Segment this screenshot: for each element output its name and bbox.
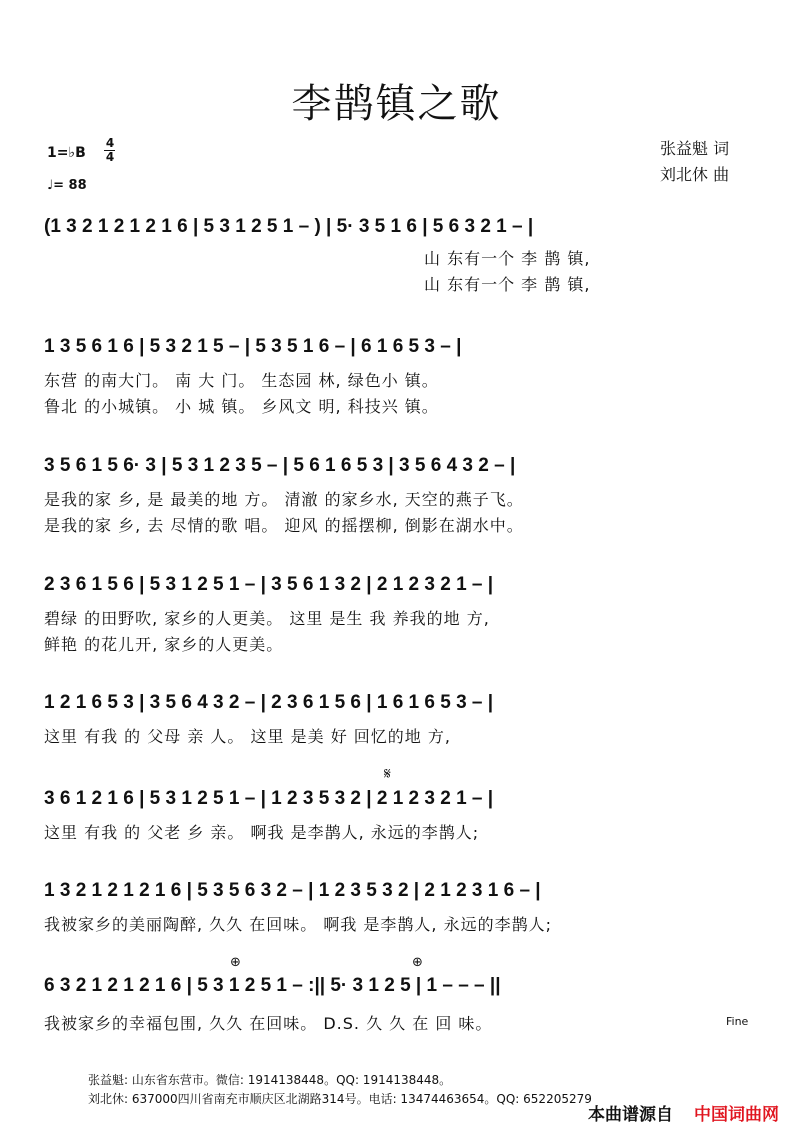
score-row-8 xyxy=(0,955,793,1035)
lyric-row-4-verse-1: 碧绿 的田野吹, 家乡的人更美。 这里 是生 我 养我的地 方, xyxy=(44,609,490,628)
tempo-mark: ♩= 88 xyxy=(47,178,87,193)
score-row-5 xyxy=(0,692,793,752)
key-signature: 1=♭B xyxy=(47,145,86,161)
score-row-6 xyxy=(0,764,793,848)
notation-row-4: 2 3 6 1 5 6 | 5 3 1 2 5 1 – | 3 5 6 1 3 2 | 2 1 2 3 2 1 – | xyxy=(44,574,494,595)
time-bottom: 4 xyxy=(105,150,115,164)
site-brand-link[interactable]: 中国词曲网 xyxy=(694,1105,779,1125)
score-row-4 xyxy=(0,574,793,654)
footer-contact-composer: 刘北休: 637000四川省南充市顺庆区北湖路314号。电话: 13474463654。QQ: 652205279 xyxy=(88,1092,592,1106)
score-row-1 xyxy=(0,216,793,294)
coda-sign-2: ⊕ xyxy=(412,955,423,970)
lyric-row-7-verse-1: 我被家乡的美丽陶醉, 久久 在回味。 啊我 是李鹊人, 永远的李鹊人; xyxy=(44,915,552,934)
lyric-row-2-verse-1: 东营 的南大门。 南 大 门。 生态园 林, 绿色小 镇。 xyxy=(44,371,439,390)
lyric-row-6-verse-1: 这里 有我 的 父老 乡 亲。 啊我 是李鹊人, 永远的李鹊人; xyxy=(44,823,480,842)
notation-row-3: 3 5 6 1 5 6· 3 | 5 3 1 2 3 5 – | 5 6 1 6 5 3 | 3 5 6 4 3 2 – | xyxy=(44,455,516,476)
page-title: 李鹊镇之歌 xyxy=(291,81,502,127)
score-row-7 xyxy=(0,880,793,940)
lyric-row-1-verse-1: 山 东有一个 李 鹊 镇, xyxy=(424,249,591,268)
footer-contact-lyricist: 张益魁: 山东省东营市。微信: 1914138448。QQ: 1914138448。 xyxy=(88,1073,452,1087)
coda-sign-1: ⊕ xyxy=(230,955,241,970)
notation-row-7: 1 3 2 1 2 1 2 1 6 | 5 3 5 6 3 2 – | 1 2 3 5 3 2 | 2 1 2 3 1 6 – | xyxy=(44,880,541,901)
lyricist-credit: 张益魁 词 xyxy=(660,139,730,158)
lyric-row-1-verse-2: 山 东有一个 李 鹊 镇, xyxy=(424,275,591,294)
notation-row-6: 3 6 1 2 1 6 | 5 3 1 2 5 1 – | 1 2 3 5 3 2 | 2 1 2 3 2 1 – | xyxy=(44,788,494,809)
lyric-row-8-verse-1: 我被家乡的幸福包围, 久久 在回味。 D.S. 久 久 在 回 味。 xyxy=(44,1014,493,1033)
time-top: 4 xyxy=(105,136,115,150)
notation-row-8: 6 3 2 1 2 1 2 1 6 | 5 3 1 2 5 1 – :|| 5· 3 1 2 5 | 1 – – – || xyxy=(44,975,501,996)
lyric-row-2-verse-2: 鲁北 的小城镇。 小 城 镇。 乡风文 明, 科技兴 镇。 xyxy=(44,397,439,416)
composer-credit: 刘北休 曲 xyxy=(660,165,730,184)
lyric-row-5-verse-1: 这里 有我 的 父母 亲 人。 这里 是美 好 回忆的地 方, xyxy=(44,727,451,746)
lyric-row-3-verse-1: 是我的家 乡, 是 最美的地 方。 清澈 的家乡水, 天空的燕子飞。 xyxy=(44,490,524,509)
lyric-row-4-verse-2: 鲜艳 的花儿开, 家乡的人更美。 xyxy=(44,635,284,654)
fine-mark: Fine xyxy=(726,1015,749,1028)
lyric-row-3-verse-2: 是我的家 乡, 去 尽情的歌 唱。 迎风 的摇摆柳, 倒影在湖水中。 xyxy=(44,516,524,535)
score-row-3 xyxy=(0,455,793,535)
score-row-2 xyxy=(0,336,793,416)
notation-row-1: (1 3 2 1 2 1 2 1 6 | 5 3 1 2 5 1 – ) | 5· 3 5 1 6 | 5 6 3 2 1 – | xyxy=(44,216,534,237)
segno-sign: 𝄋 xyxy=(384,764,391,783)
time-signature xyxy=(104,138,116,163)
notation-row-5: 1 2 1 6 5 3 | 3 5 6 4 3 2 – | 2 3 6 1 5 6 | 1 6 1 6 5 3 – | xyxy=(44,692,494,713)
source-label: 本曲谱源自 xyxy=(588,1105,673,1125)
notation-row-2: 1 3 5 6 1 6 | 5 3 2 1 5 – | 5 3 5 1 6 – | 6 1 6 5 3 – | xyxy=(44,336,462,357)
